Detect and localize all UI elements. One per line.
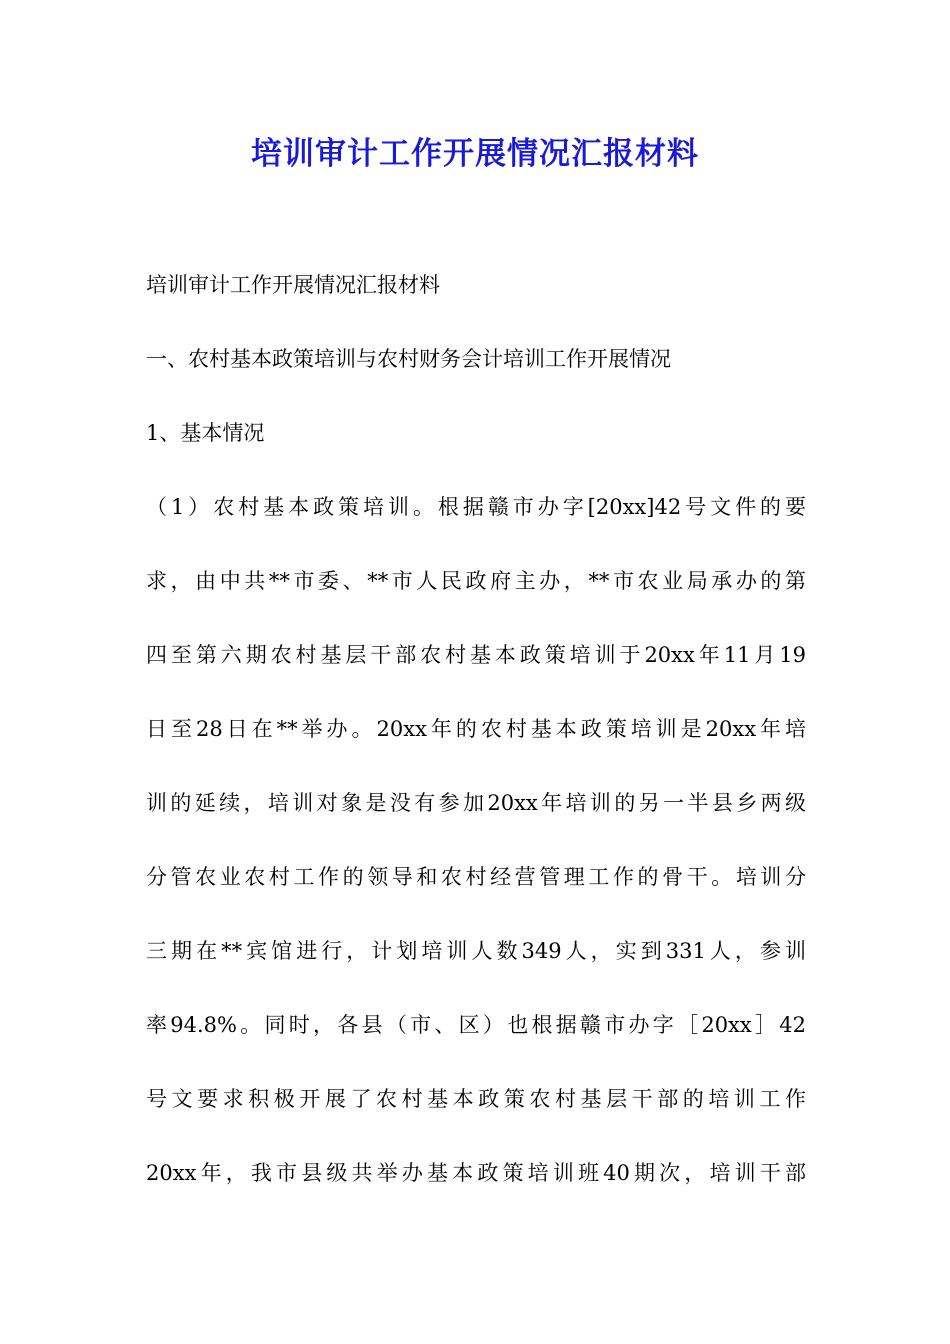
paragraph-line: 号文要求积极开展了农村基本政策农村基层干部的培训工作 <box>146 1087 806 1111</box>
paragraph-line: 20xx年，我市县级共举办基本政策培训班40期次，培训干部 <box>146 1161 806 1185</box>
document-body <box>146 262 806 1224</box>
paragraph-line: 三期在**宾馆进行，计划培训人数349人，实到331人，参训 <box>146 939 806 963</box>
paragraph-line: 求，由中共**市委、**市人民政府主办，**市农业局承办的第 <box>146 569 806 593</box>
paragraph-line: （1）农村基本政策培训。根据赣市办字[20xx]42号文件的要 <box>146 495 806 519</box>
document-title: 培训审计工作开展情况汇报材料 <box>251 136 699 172</box>
section-heading: 一、农村基本政策培训与农村财务会计培训工作开展情况 <box>146 347 671 371</box>
subsection-heading: 1、基本情况 <box>146 421 265 445</box>
paragraph-line: 四至第六期农村基层干部农村基本政策培训于20xx年11月19 <box>146 643 806 667</box>
paragraph-line: 率94.8%。同时，各县（市、区）也根据赣市办字［20xx］42 <box>146 1013 806 1037</box>
paragraph-line: 日至28日在**举办。20xx年的农村基本政策培训是20xx年培 <box>146 717 806 741</box>
document-subtitle: 培训审计工作开展情况汇报材料 <box>146 273 440 297</box>
paragraph-line: 训的延续，培训对象是没有参加20xx年培训的另一半县乡两级 <box>146 791 806 815</box>
paragraph-line: 分管农业农村工作的领导和农村经营管理工作的骨干。培训分 <box>146 865 806 889</box>
